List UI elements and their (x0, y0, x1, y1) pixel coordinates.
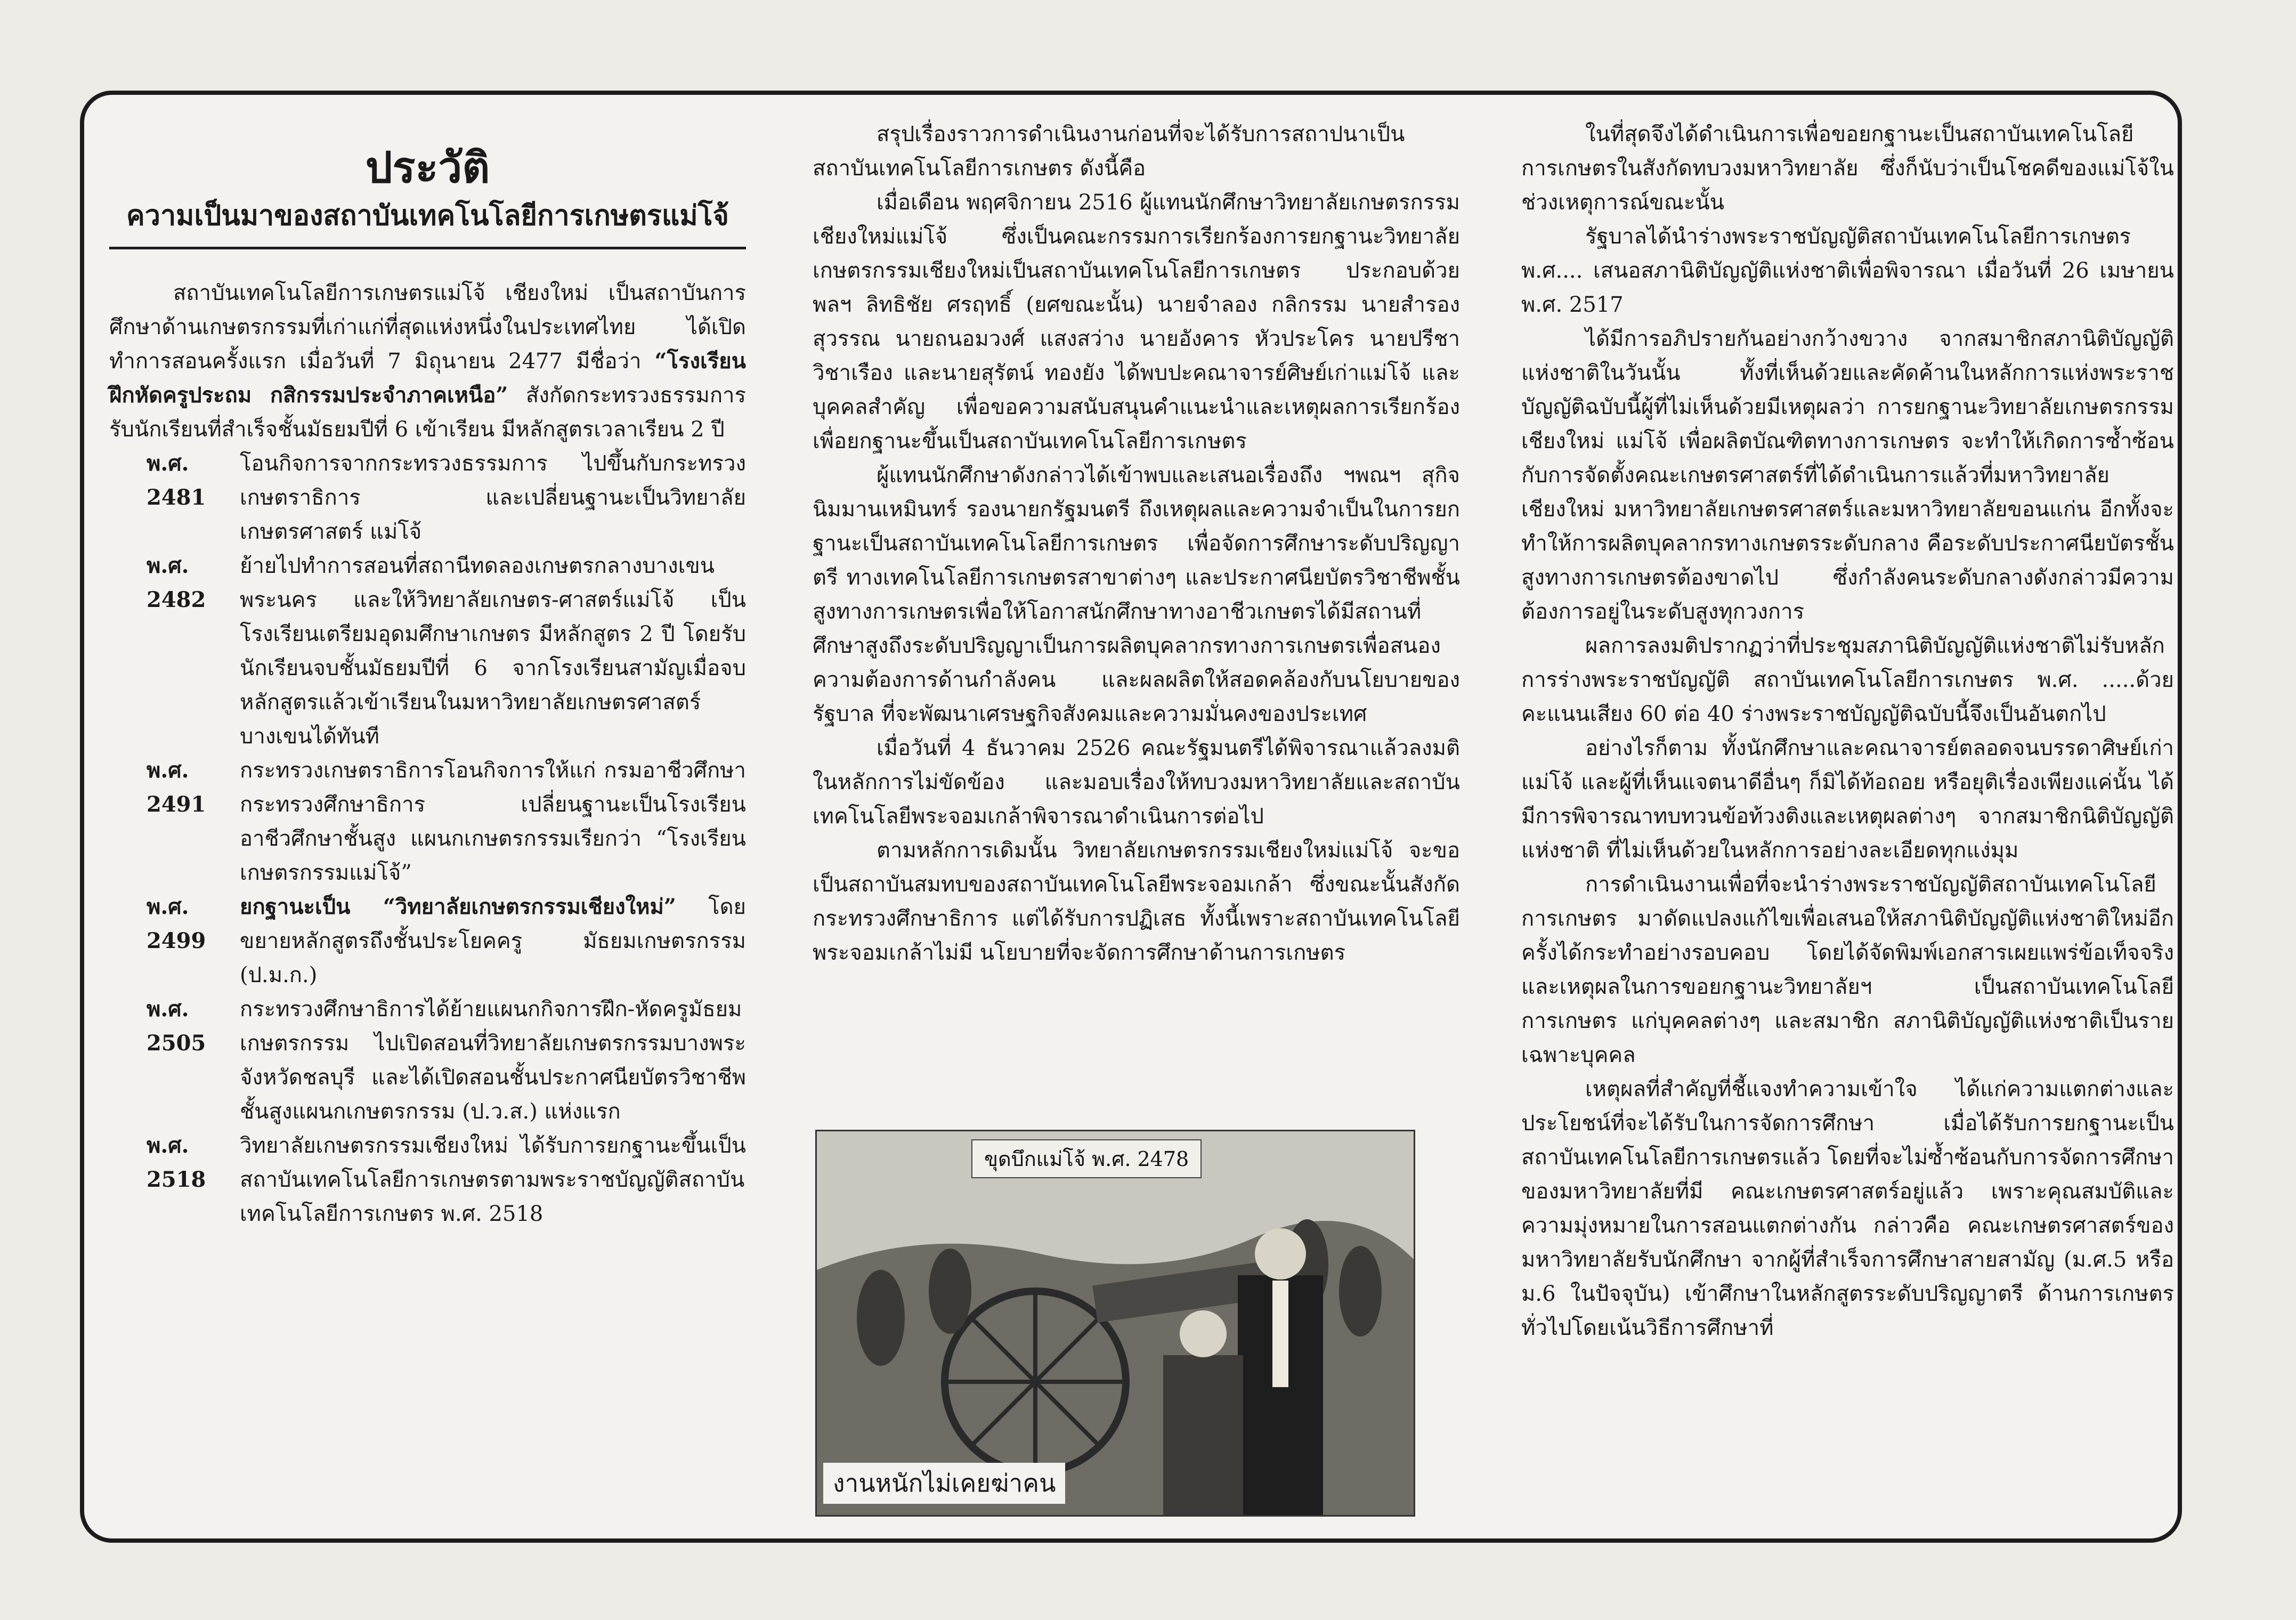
column-3-paragraphs (1521, 117, 2174, 1345)
title-divider (109, 247, 746, 249)
paragraph: ผู้แทนนักศึกษาดังกล่าวได้เข้าพบและเสนอเรื่องถึง ฯพณฯ สุกิจ นิมมานเหมินทร์ รองนายกรัฐมนตรี ถึงเหตุผลและความจำเป็นในการยกฐานะเป็นสถาบันเทคโนโลยีการเกษตร เพื่อจัดการศึกษาระดับปริญญาตรี ทางเทคโนโลยีการเกษตรสาขาต่างๆ และประกาศนียบัตรวิชาชีพชั้นสูงทางการเกษตรเพื่อให้โอกาสนักศึกษาทางอาชีวเกษตรได้มีสถานที่ศึกษาสูงถึงระดับปริญญาเป็นการผลิตบุคลากรทางการเกษตรเพื่อสนองความต้องการด้านกำลังคน และผลผลิตให้สอดคล้องกับนโยบายของรัฐบาล ที่จะพัฒนาเศรษฐกิจสังคมและความมั่นคงของประเทศ (813, 463, 1460, 726)
timeline-text (240, 992, 746, 1129)
timeline-body-text: กระทรวงศึกษาธิการได้ย้ายแผนกกิจการฝึก-หัดครูมัธยมเกษตรกรรม ไปเปิดสอนที่วิทยาลัยเกษตรกรรมบางพระจังหวัดชลบุรี และได้เปิดสอนชั้นประกาศนียบัตรวิชาชีพชั้นสูงแผนกเกษตรกรรม (ป.ว.ส.) แห่งแรก (240, 997, 746, 1124)
photo-illustration (817, 1131, 1414, 1515)
intro-text-1: สถาบันเทคโนโลยีการเกษตรแม่โจ้ เชียงใหม่ เป็นสถาบันการศึกษาด้านเกษตรกรรมที่เก่าแก่ที่สุดแห่งหนึ่งในประเทศไทย ได้เปิดทำการสอนครั้งแรก เมื่อวันที่ 7 มิถุนายน 2477 มีชื่อว่า (109, 281, 746, 374)
column-3 (1521, 117, 2174, 1345)
timeline-body-text: วิทยาลัยเกษตรกรรมเชียงใหม่ ได้รับการยกฐานะขึ้นเป็น สถาบันเทคโนโลยีการเกษตรตามพระราชบัญญัติสถาบันเทคโนโลยีการเกษตร พ.ศ. 2518 (240, 1133, 746, 1226)
paragraph: เมื่อวันที่ 4 ธันวาคม 2526 คณะรัฐมนตรีได้พิจารณาแล้วลงมติในหลักการไม่ขัดข้อง และมอบเรื่องให้ทบวงมหาวิทยาลัยและสถาบันเทคโนโลยีพระจอมเกล้าพิจารณาดำเนินการต่อไป (813, 736, 1460, 829)
paragraph: ตามหลักการเดิมนั้น วิทยาลัยเกษตรกรรมเชียงใหม่แม่โจ้ จะขอเป็นสถาบันสมทบของสถาบันเทคโนโลยีพระจอมเกล้า ซึ่งขณะนั้นสังกัดกระทรวงศึกษาธิการ แต่ได้รับการปฏิเสธ ทั้งนี้เพราะสถาบันเทคโนโลยีพระจอมเกล้าไม่มี นโยบายที่จะจัดการศึกษาด้านการเกษตร (813, 838, 1460, 965)
timeline-text (240, 754, 746, 890)
timeline-body-text: โอนกิจการจากกระทรวงธรรมการ ไปขึ้นกับกระทรวงเกษตราธิการ และเปลี่ยนฐานะเป็นวิทยาลัยเกษตรศาสตร์ แม่โจ้ (240, 451, 746, 544)
article-title (109, 141, 746, 237)
timeline-bold-text: ยกฐานะเป็น “วิทยาลัยเกษตรกรรมเชียงใหม่” (240, 894, 676, 919)
historic-photo (815, 1130, 1415, 1517)
timeline-body-text: กระทรวงเกษตราธิการโอนกิจการให้แก่ กรมอาชีวศึกษา กระทรวงศึกษาธิการ เปลี่ยนฐานะเป็นโรงเรียนอาชีวศึกษาชั้นสูง แผนกเกษตรกรรมเรียกว่า “โรงเรียนเกษตรกรรมแม่โจ้” (240, 758, 746, 885)
timeline-text (240, 549, 746, 754)
timeline-body-text: โดยขยายหลักสูตรถึงชั้นประโยคครู มัธยมเกษตรกรรม (ป.ม.ก.) (240, 895, 746, 987)
timeline-entry (109, 754, 746, 890)
column-2 (813, 117, 1460, 970)
timeline-entry (109, 549, 746, 754)
timeline-year: พ.ศ. 2482 (147, 553, 206, 612)
timeline-year: พ.ศ. 2518 (147, 1133, 206, 1192)
timeline-body-text: ย้ายไปทำการสอนที่สถานีทดลองเกษตรกลางบางเขน พระนคร และให้วิทยาลัยเกษตร-ศาสตร์แม่โจ้ เป็นโรงเรียนเตรียมอุดมศึกษาเกษตร มีหลักสูตร 2 ปี โดยรับนักเรียนจบชั้นมัธยมปีที่ 6 จากโรงเรียนสามัญเมื่อจบหลักสูตรแล้วเข้าเรียนในมหาวิทยาลัยเกษตรศาสตร์บางเขนได้ทันที (240, 554, 746, 749)
timeline-year: พ.ศ. 2481 (147, 451, 206, 510)
timeline (109, 447, 746, 1231)
paragraph: รัฐบาลได้นำร่างพระราชบัญญัติสถาบันเทคโนโลยีการเกษตร พ.ศ.... เสนอสภานิติบัญญัติแห่งชาติเพื่อพิจารณา เมื่อวันที่ 26 เมษายน พ.ศ. 2517 (1521, 224, 2174, 317)
paragraph: เหตุผลที่สำคัญที่ชี้แจงทำความเข้าใจ ได้แก่ความแตกต่างและประโยชน์ที่จะได้รับในการจัดการศึกษา เมื่อได้รับการยกฐานะเป็นสถาบันเทคโนโลยีการเกษตรแล้ว โดยที่จะไม่ซ้ำซ้อนกับการจัดการศึกษาของมหาวิทยาลัยที่มี คณะเกษตรศาสตร์อยู่แล้ว เพราะคุณสมบัติและความมุ่งหมายในการสอนแตกต่างกัน กล่าวคือ คณะเกษตรศาสตร์ของมหาวิทยาลัยรับนักศึกษา จากผู้ที่สำเร็จการศึกษาสายสามัญ (ม.ศ.5 หรือ ม.6 ในปัจจุบัน) เข้าศึกษาในหลักสูตรระดับปริญญาตรี ด้านการเกษตรทั่วไปโดยเน้นวิธีการศึกษาที่ (1521, 1077, 2174, 1340)
title-sub: ความเป็นมาของสถาบันเทคโนโลยีการเกษตรแม่โจ้ (126, 200, 729, 232)
photo-caption: งานหนักไม่เคยฆ่าคน (823, 1463, 1065, 1504)
timeline-entry (109, 890, 746, 992)
column-2-paragraphs (813, 117, 1460, 970)
intro-paragraph (109, 276, 746, 447)
paragraph: อย่างไรก็ตาม ทั้งนักศึกษาและคณาจารย์ตลอดจนบรรดาศิษย์เก่าแม่โจ้ และผู้ที่เห็นแจตนาดีอื่นๆ ก็มิได้ท้อถอย หรือยุติเรื่องเพียงแค่นั้น ได้มีการพิจารณาทบทวนข้อท้วงติงและเหตุผลต่างๆ จากสมาชิกนิติบัญญัติแห่งชาติ ที่ไม่เห็นด้วยในหลักการอย่างละเอียดทุกแง่มุม (1521, 736, 2174, 863)
timeline-text (240, 1129, 746, 1231)
timeline-entry (109, 1129, 746, 1231)
timeline-entry (109, 447, 746, 549)
paragraph: สรุปเรื่องราวการดำเนินงานก่อนที่จะได้รับการสถาปนาเป็นสถาบันเทคโนโลยีการเกษตร ดังนี้คือ (813, 122, 1405, 181)
timeline-year: พ.ศ. 2499 (147, 894, 206, 953)
timeline-year: พ.ศ. 2505 (147, 997, 206, 1056)
intro-school-name: “โรงเรียนฝึกหัดครูประถม กสิกรรมประจำภาคเหนือ” (109, 349, 746, 408)
paragraph: เมื่อเดือน พฤศจิกายน 2516 ผู้แทนนักศึกษาวิทยาลัยเกษตรกรรมเชียงใหม่แม่โจ้ ซึ่งเป็นคณะกรรมการเรียกร้องการยกฐานะวิทยาลัยเกษตรกรรมเชียงใหม่เป็นสถาบันเทคโนโลยีการเกษตร ประกอบด้วย พลฯ ลิทธิชัย ศรฤทธิ์ (ยศขณะนั้น) นายจำลอง กลิกรรม นายสำรอง สุวรรณ นายถนอมวงศ์ แสงสว่าง นายอังคาร หัวประโคร นายปรีชา วิชาเรือง และนายสุรัตน์ ทองยัง ได้พบปะคณาจารย์ศิษย์เก่าแม่โจ้ และบุคคลสำคัญ เพื่อขอความสนับสนุนคำแนะนำและเหตุผลการเรียกร้อง เพื่อยกฐานะขึ้นเป็นสถาบันเทคโนโลยีการเกษตร (813, 190, 1460, 453)
timeline-entry (109, 992, 746, 1129)
title-main: ประวัติ (365, 143, 490, 192)
paragraph: ผลการลงมติปรากฏว่าที่ประชุมสภานิติบัญญัติแห่งชาติไม่รับหลักการร่างพระราชบัญญัติ สถาบันเทคโนโลยีการเกษตร พ.ศ. .....ด้วยคะแนนเสียง 60 ต่อ 40 ร่างพระราชบัญญัติฉบับนี้จึงเป็นอันตกไป (1521, 634, 2174, 726)
timeline-year: พ.ศ. 2491 (147, 758, 206, 817)
timeline-text (240, 890, 746, 992)
photo-sign: ขุดบึกแม่โจ้ พ.ศ. 2478 (971, 1139, 1202, 1178)
intro-text-2: สังกัดกระทรวงธรรมการ รับนักเรียนที่สำเร็จชั้นมัธยมปีที่ 6 เข้าเรียน มีหลักสูตรเวลาเรียน 2 ปี (109, 383, 746, 442)
paragraph: ในที่สุดจึงได้ดำเนินการเพื่อขอยกฐานะเป็นสถาบันเทคโนโลยีการเกษตรในสังกัดทบวงมหาวิทยาลัย ซึ่งก็นับว่าเป็นโชคดีของแม่โจ้ในช่วงเหตุการณ์ขณะนั้น (1521, 122, 2174, 215)
column-1 (109, 141, 746, 1231)
paragraph: ได้มีการอภิปรายกันอย่างกว้างขวาง จากสมาชิกสภานิติบัญญัติแห่งชาติในวันนั้น ทั้งที่เห็นด้วยและคัดค้านในหลักการแห่งพระราชบัญญัติฉบับนี้ผู้ที่ไม่เห็นด้วยมีเหตุผลว่า การยกฐานะวิทยาลัยเกษตรกรรมเชียงใหม่ แม่โจ้ เพื่อผลิตบัณฑิตทางการเกษตร จะทำให้เกิดการซ้ำซ้อนกับการจัดตั้งคณะเกษตรศาสตร์ที่ได้ดำเนินการแล้วที่มหาวิทยาลัยเชียงใหม่ มหาวิทยาลัยเกษตรศาสตร์และมหาวิทยาลัยขอนแก่น อีกทั้งจะทำให้การผลิตบุคลากรทางเกษตรระดับกลาง คือระดับประกาศนียบัตรชั้นสูงทางการเกษตรต้องขาดไป ซึ่งกำลังคนระดับกลางดังกล่าวมีความต้องการอยู่ในระดับสูงทุกวงการ (1521, 327, 2174, 624)
timeline-text (240, 447, 746, 549)
paragraph: การดำเนินงานเพื่อที่จะนำร่างพระราชบัญญัติสถาบันเทคโนโลยีการเกษตร มาดัดแปลงแก้ไขเพื่อเสนอให้สภานิติบัญญัติแห่งชาติใหม่อีกครั้งได้กระทำอย่างรอบคอบ โดยได้จัดพิมพ์เอกสารเผยแพร่ข้อเท็จจริงและเหตุผลในการขอยกฐานะวิทยาลัยฯ เป็นสถาบันเทคโนโลยีการเกษตร แก่บุคคลต่างๆ และสมาชิก สภานิติบัญญัติแห่งชาติเป็นรายเฉพาะบุคคล (1521, 872, 2174, 1067)
